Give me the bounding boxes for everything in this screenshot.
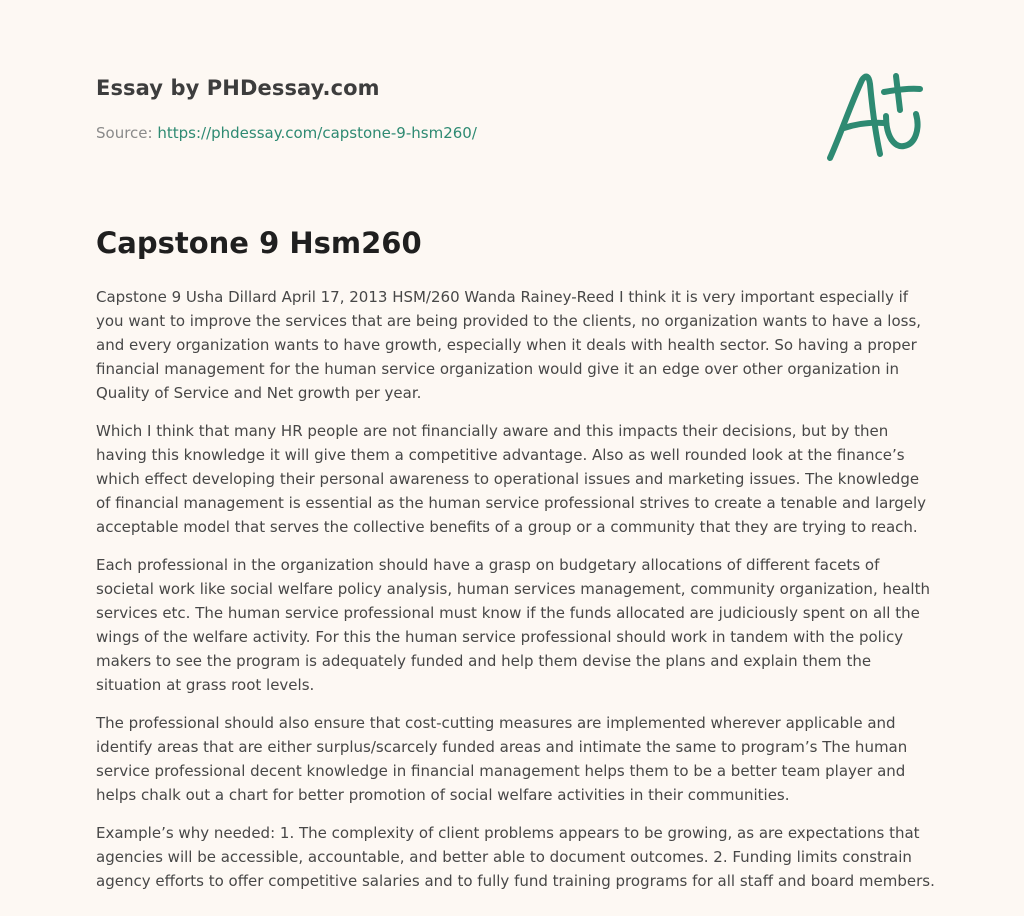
a-plus-icon (820, 66, 930, 166)
essay-paragraph: Example’s why needed: 1. The complexity of client problems appears to be growing, as are expectations that agencies will be accessible, accountable, and better able to document outcomes. 2. Funding limits constrain agency efforts to offer competitive salaries and to fully fund training programs for all staff and board members. (96, 824, 935, 890)
essay-body (96, 285, 936, 907)
essay-paragraph: Each professional in the organization should have a grasp on budgetary allocations of different facets of societal work like social welfare policy analysis, human services management, community organization, health services etc. The human service professional must know if the funds allocated are judiciously spent on all the wings of the welfare activity. For this the human service professional should work in tandem with the policy makers to see the program is adequately funded and help them devise the plans and explain them the situation at grass root levels. (96, 556, 930, 694)
source-link[interactable]: https://phdessay.com/capstone-9-hsm260/ (157, 124, 477, 142)
essay-paragraph: Capstone 9 Usha Dillard April 17, 2013 HSM/260 Wanda Rainey-Reed I think it is very important especially if you want to improve the services that are being provided to the clients, no organization wants to have a loss, and every organization wants to have growth, especially when it deals with health sector. So having a proper financial management for the human service organization would give it an edge over other organization in Quality of Service and Net growth per year. (96, 288, 922, 402)
site-brand: Essay by PHDessay.com (96, 76, 380, 100)
source-line (96, 124, 477, 142)
essay-paragraph: Which I think that many HR people are not financially aware and this impacts their decisions, but by then having this knowledge it will give them a competitive advantage. Also as well rounded look at the finance’s which effect developing their personal awareness to operational issues and marketing issues. The knowledge of financial management is essential as the human service professional strives to create a tenable and largely acceptable model that serves the collective benefits of a group or a community that they are trying to reach. (96, 422, 927, 536)
source-label: Source: (96, 124, 153, 142)
essay-paragraph: The professional should also ensure that cost-cutting measures are implemented wherever applicable and identify areas that are either surplus/scarcely funded areas and intimate the same to program’s The human service professional decent knowledge in financial management helps them to be a better team player and helps chalk out a chart for better promotion of social welfare activities in their communities. (96, 714, 908, 804)
essay-title: Capstone 9 Hsm260 (96, 226, 422, 260)
